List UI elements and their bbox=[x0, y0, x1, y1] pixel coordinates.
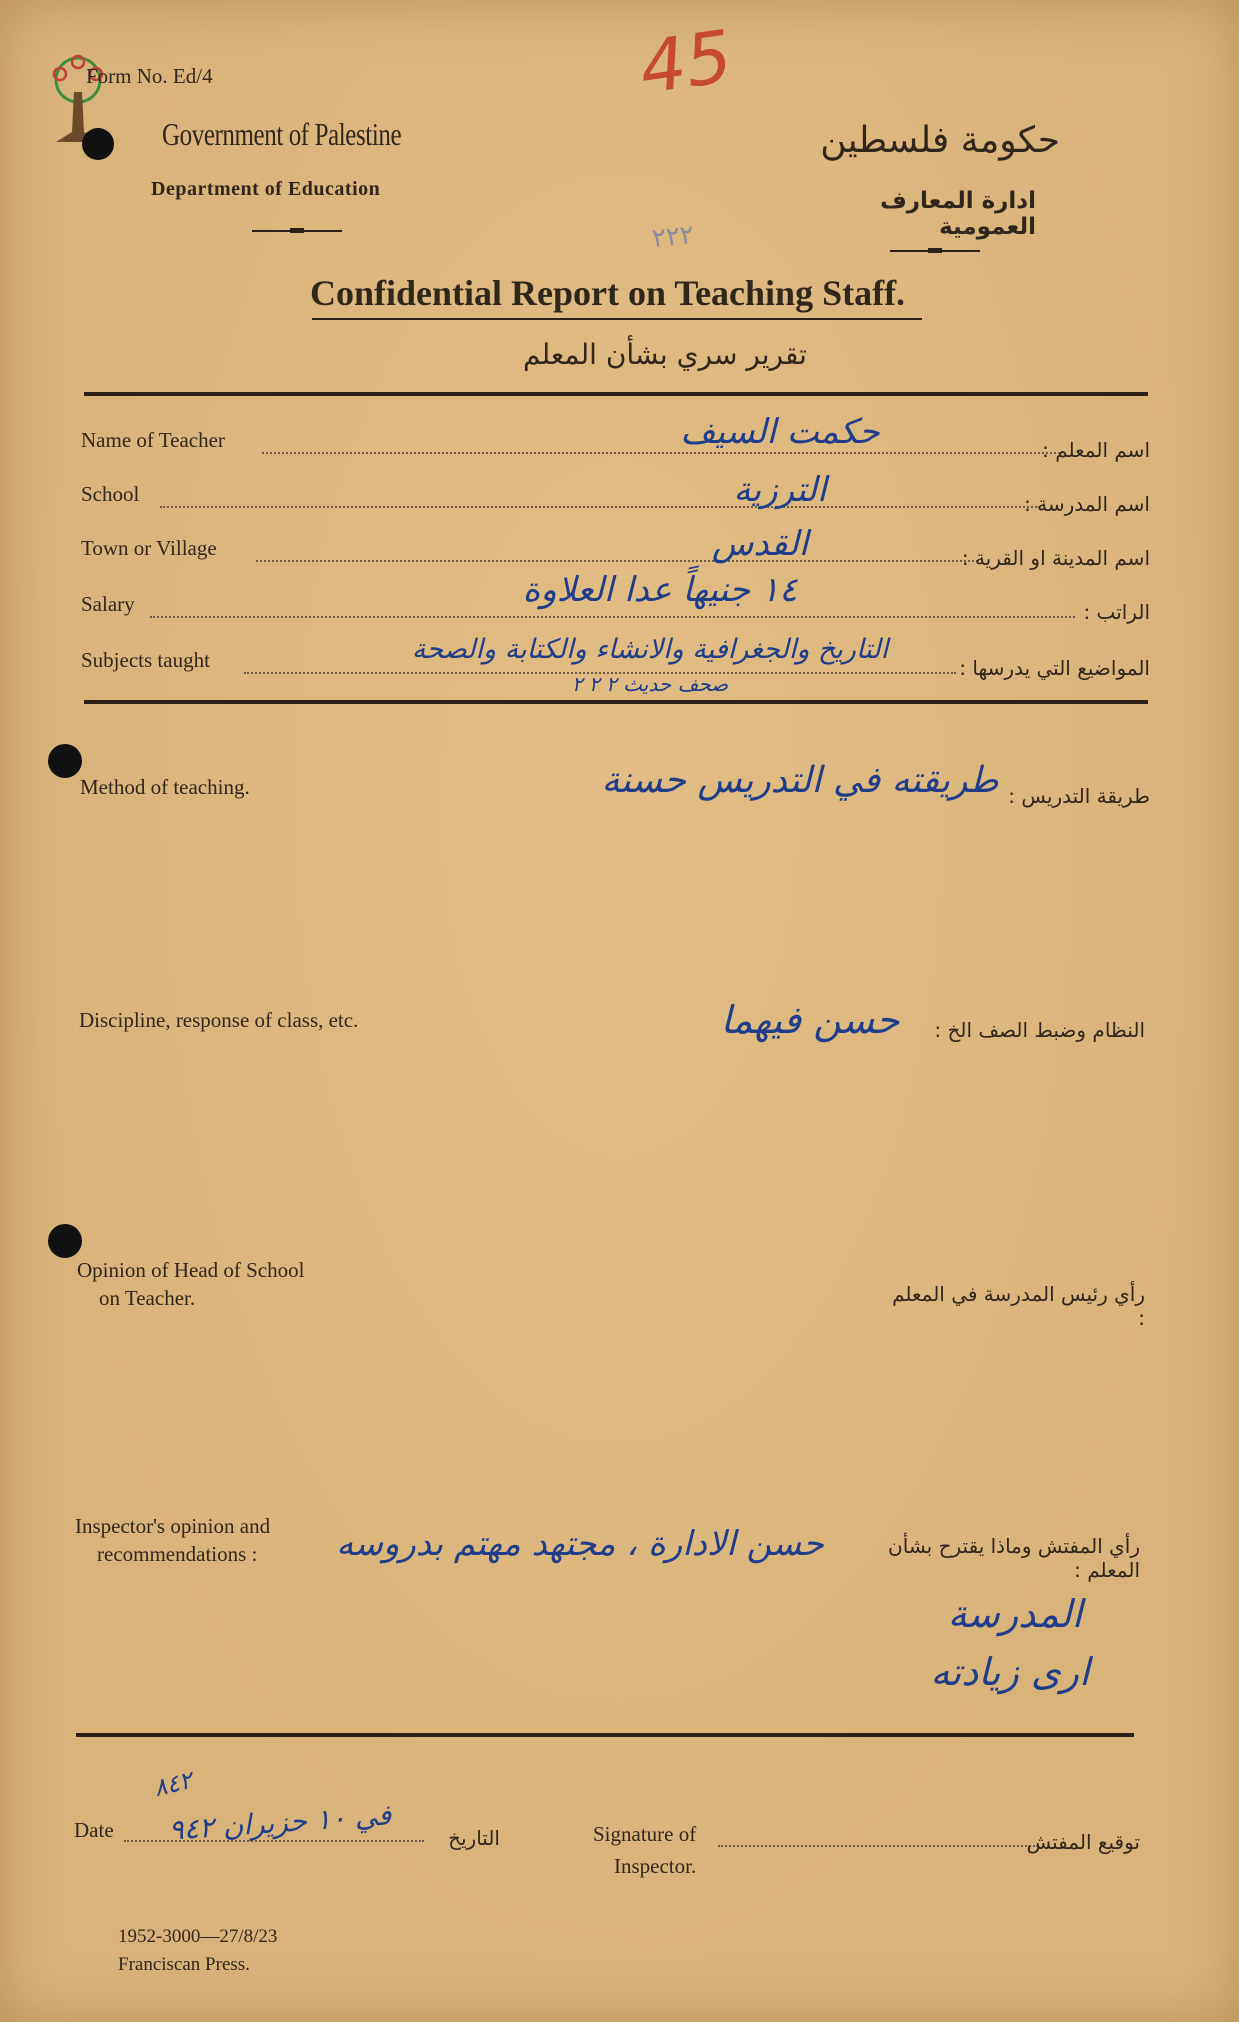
teacher-name-label: Name of Teacher bbox=[81, 428, 225, 452]
fields-bottom-rule bbox=[84, 700, 1148, 704]
date-label-ar: التاريخ bbox=[448, 1826, 500, 1850]
top-thick-rule bbox=[84, 392, 1148, 396]
subjects-value-line2: صحف حديث ٢ ٢ ٢ bbox=[571, 672, 729, 696]
department-title-ar: ادارة المعارف العمومية bbox=[880, 188, 1036, 240]
town-label-ar: اسم المدينة او القرية : bbox=[961, 546, 1150, 570]
report-title-ar: تقرير سري بشأن المعلم bbox=[523, 338, 807, 371]
subjects-label: Subjects taught bbox=[81, 648, 210, 672]
printer-line-2: Franciscan Press. bbox=[118, 1954, 250, 1975]
discipline-label-ar: النظام وضبط الصف الخ : bbox=[934, 1018, 1145, 1042]
teacher-name-line bbox=[262, 452, 1060, 454]
town-label: Town or Village bbox=[81, 536, 217, 560]
signature-label-line2: Inspector. bbox=[614, 1854, 697, 1878]
school-value: الترزية bbox=[733, 470, 827, 510]
head-opinion-label-line1: Opinion of Head of School bbox=[77, 1258, 305, 1282]
report-title-en: Confidential Report on Teaching Staff. bbox=[310, 273, 906, 313]
date-note: ٨٤٢ bbox=[150, 1765, 196, 1803]
discipline-label: Discipline, response of class, etc. bbox=[79, 1008, 359, 1032]
date-label: Date bbox=[74, 1818, 114, 1842]
signature-line bbox=[718, 1845, 1038, 1847]
salary-value: ١٤ جنيهاً عدا العلاوة bbox=[522, 570, 798, 610]
footer-rule bbox=[76, 1733, 1134, 1737]
method-value: طريقته في التدريس حسنة bbox=[601, 760, 999, 801]
government-title-ar: حكومة فلسطين bbox=[820, 120, 1060, 161]
town-value: القدس bbox=[711, 524, 809, 564]
subjects-label-ar: المواضيع التي يدرسها : bbox=[959, 656, 1150, 680]
method-label-ar: طريقة التدريس : bbox=[1008, 784, 1150, 808]
method-label: Method of teaching. bbox=[80, 775, 250, 799]
inspector-opinion-label-ar: رأي المفتش وماذا يقترح بشأن المعلم : bbox=[888, 1534, 1140, 1582]
date-value: في ١٠ حزيران ٩٤٢ bbox=[167, 1798, 393, 1847]
subjects-value: التاريخ والجغرافية والانشاء والكتابة والصحة bbox=[411, 634, 889, 665]
inspector-opinion-value: حسن الادارة ، مجتهد مهتم بدروسه bbox=[336, 1524, 824, 1564]
signature-label-line1: Signature of bbox=[593, 1822, 697, 1846]
header-divider-right-dot bbox=[928, 248, 942, 253]
salary-label: Salary bbox=[81, 592, 135, 616]
head-opinion-label-ar: رأي رئيس المدرسة في المعلم : bbox=[892, 1282, 1145, 1330]
signature-label-ar: توقيع المفتش bbox=[1026, 1830, 1140, 1854]
head-opinion-label-line2: on Teacher. bbox=[99, 1286, 196, 1310]
punch-hole-middle bbox=[48, 744, 82, 778]
salary-label-ar: الراتب : bbox=[1083, 600, 1150, 624]
teacher-name-label-ar: اسم المعلم : bbox=[1042, 438, 1150, 462]
inspector-opinion-label-line2: recommendations : bbox=[97, 1542, 258, 1566]
school-label: School bbox=[81, 482, 140, 506]
printer-line-1: 1952-3000—27/8/23 bbox=[118, 1926, 278, 1947]
punch-hole-lower bbox=[48, 1224, 82, 1258]
salary-line bbox=[150, 616, 1075, 618]
title-underline bbox=[312, 318, 922, 320]
reference-note: ٢٢٢ bbox=[650, 219, 696, 255]
inspector-opinion-value-line2: المدرسة bbox=[947, 1592, 1083, 1636]
department-title-en: Department of Education bbox=[151, 178, 381, 200]
page-number: 45 bbox=[634, 14, 738, 110]
school-line bbox=[160, 506, 1040, 508]
inspector-opinion-label-line1: Inspector's opinion and bbox=[75, 1514, 271, 1538]
inspector-opinion-value-line3: ارى زيادته bbox=[930, 1650, 1090, 1694]
discipline-value: حسن فيهما bbox=[720, 998, 900, 1042]
header-divider-left-dot bbox=[290, 228, 304, 233]
teacher-name-value: حكمت السيف bbox=[680, 412, 880, 452]
government-title-en: Government of Palestine bbox=[162, 116, 402, 152]
form-number: Form No. Ed/4 bbox=[86, 64, 213, 88]
school-label-ar: اسم المدرسة : bbox=[1024, 492, 1150, 516]
punch-hole-top bbox=[82, 128, 114, 160]
